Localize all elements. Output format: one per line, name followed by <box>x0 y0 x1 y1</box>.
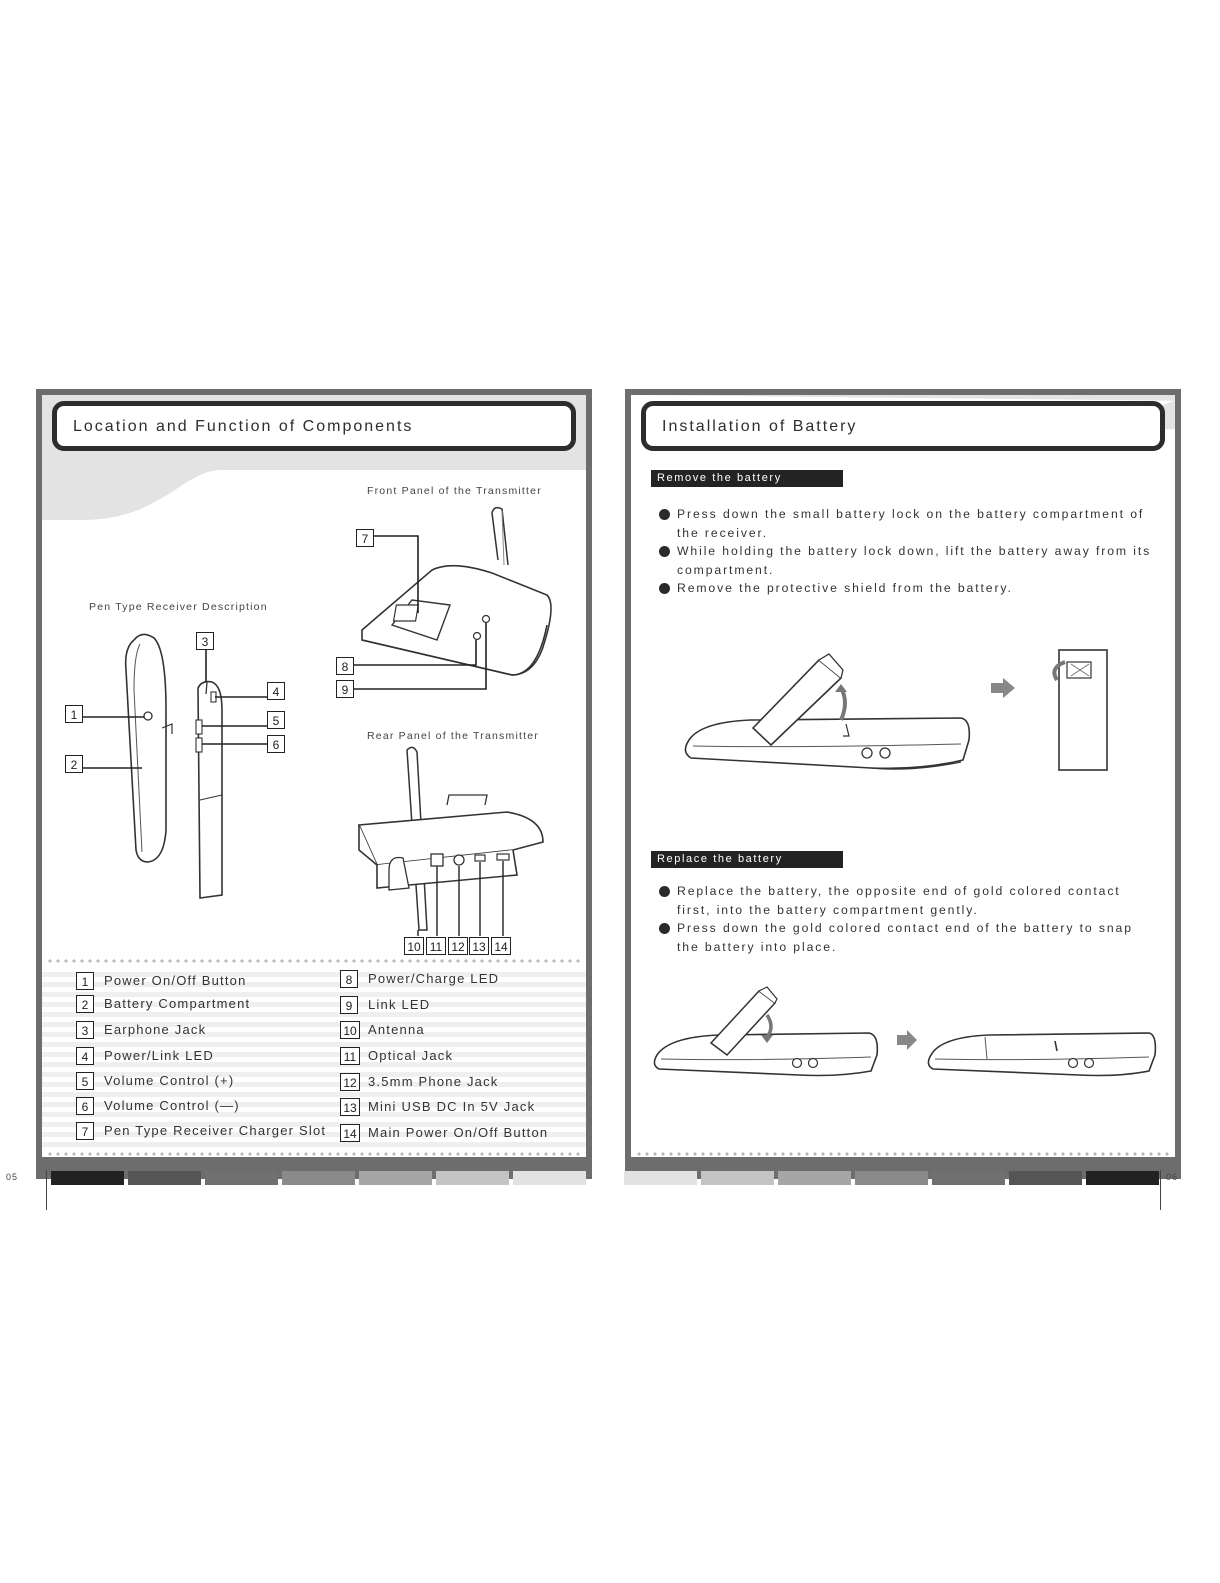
legend-number: 9 <box>340 996 358 1014</box>
legend-number: 5 <box>76 1072 94 1090</box>
legend-label: Battery Compartment <box>104 996 251 1011</box>
front-panel-caption: Front Panel of the Transmitter <box>367 485 542 497</box>
remove-step <box>659 579 1159 598</box>
color-swatch <box>128 1171 201 1185</box>
callout-9: 9 <box>336 680 354 698</box>
left-title-bar <box>52 401 576 451</box>
callout-3: 3 <box>196 632 214 650</box>
legend-label: Main Power On/Off Button <box>368 1125 549 1140</box>
page-number-right: 06 <box>1166 1172 1179 1182</box>
color-swatch <box>624 1171 697 1185</box>
dotted-divider <box>46 959 582 963</box>
legend-number: 8 <box>340 970 358 988</box>
left-page-body <box>42 395 586 1157</box>
legend-number: 6 <box>76 1097 94 1115</box>
step-text: Press down the small battery lock on the battery compartment of the receiver. <box>677 507 1145 540</box>
callout-1: 1 <box>65 705 83 723</box>
color-swatch <box>1009 1171 1082 1185</box>
replace-step <box>659 919 1159 956</box>
color-swatch <box>855 1171 928 1185</box>
legend-label: Volume Control (+) <box>104 1073 235 1088</box>
remove-step <box>659 505 1159 542</box>
legend-number: 1 <box>76 972 94 990</box>
page-title: Installation of Battery <box>662 418 858 435</box>
callout-5: 5 <box>267 711 285 729</box>
legend-number: 12 <box>340 1073 360 1091</box>
color-swatch <box>436 1171 509 1185</box>
replace-battery-illustration <box>649 985 1159 1095</box>
remove-step <box>659 542 1159 579</box>
remove-battery-heading: Remove the battery <box>651 470 843 487</box>
legend-label: 3.5mm Phone Jack <box>368 1074 499 1089</box>
bullet-icon <box>659 886 670 897</box>
color-swatch <box>1086 1171 1159 1185</box>
bullet-icon <box>659 583 670 594</box>
callout-2: 2 <box>65 755 83 773</box>
callout-8: 8 <box>336 657 354 675</box>
step-text: Replace the battery, the opposite end of gold colored contact first, into the battery compartment gently. <box>677 884 1121 917</box>
legend-label: Power/Link LED <box>104 1048 215 1063</box>
rear-transmitter-illustration <box>347 750 547 945</box>
legend-number: 14 <box>340 1124 360 1142</box>
callout-14: 14 <box>491 937 511 955</box>
bullet-icon <box>659 923 670 934</box>
bullet-icon <box>659 546 670 557</box>
legend-number: 7 <box>76 1122 94 1140</box>
right-page-body <box>631 395 1175 1157</box>
color-swatch <box>513 1171 586 1185</box>
rear-panel-caption: Rear Panel of the Transmitter <box>367 730 539 742</box>
callout-11: 11 <box>426 937 446 955</box>
replace-battery-heading: Replace the battery <box>651 851 843 868</box>
step-text: Press down the gold colored contact end of the battery to snap the battery into place. <box>677 921 1133 954</box>
color-swatch <box>701 1171 774 1185</box>
legend-label: Optical Jack <box>368 1048 454 1063</box>
crop-mark <box>1160 1170 1161 1210</box>
dotted-divider <box>46 1152 582 1156</box>
color-swatch <box>282 1171 355 1185</box>
legend-label: Mini USB DC In 5V Jack <box>368 1099 536 1114</box>
step-text: While holding the battery lock down, lift the battery away from its compartment. <box>677 544 1152 577</box>
right-title-bar <box>641 401 1165 451</box>
callout-13: 13 <box>469 937 489 955</box>
legend-label: Pen Type Receiver Charger Slot <box>104 1123 327 1138</box>
color-swatch <box>359 1171 432 1185</box>
receiver-caption: Pen Type Receiver Description <box>89 601 268 613</box>
step-text: Remove the protective shield from the battery. <box>677 581 1013 595</box>
replace-step <box>659 882 1159 919</box>
legend-number: 10 <box>340 1021 360 1039</box>
legend-number: 2 <box>76 995 94 1013</box>
color-swatch <box>778 1171 851 1185</box>
legend-label: Antenna <box>368 1022 425 1037</box>
legend-label: Link LED <box>368 997 431 1012</box>
callout-7: 7 <box>356 529 374 547</box>
callout-6: 6 <box>267 735 285 753</box>
page-title: Location and Function of Components <box>73 418 414 435</box>
legend-label: Power/Charge LED <box>368 971 500 986</box>
remove-battery-illustration <box>671 640 1151 780</box>
dotted-divider <box>635 1152 1171 1156</box>
legend-number: 4 <box>76 1047 94 1065</box>
color-swatch <box>51 1171 124 1185</box>
callout-10: 10 <box>404 937 424 955</box>
color-swatch <box>932 1171 1005 1185</box>
legend-number: 13 <box>340 1098 360 1116</box>
legend-label: Volume Control (—) <box>104 1098 240 1113</box>
legend-label: Earphone Jack <box>104 1022 207 1037</box>
color-swatch <box>205 1171 278 1185</box>
right-page <box>625 389 1181 1179</box>
legend-number: 11 <box>340 1047 360 1065</box>
pen-receiver-illustration <box>62 630 322 920</box>
crop-mark <box>46 1170 47 1210</box>
left-page <box>36 389 592 1179</box>
page-number-left: 05 <box>6 1172 19 1182</box>
callout-12: 12 <box>448 937 468 955</box>
bullet-icon <box>659 509 670 520</box>
legend-label: Power On/Off Button <box>104 973 247 988</box>
callout-4: 4 <box>267 682 285 700</box>
legend-number: 3 <box>76 1021 94 1039</box>
